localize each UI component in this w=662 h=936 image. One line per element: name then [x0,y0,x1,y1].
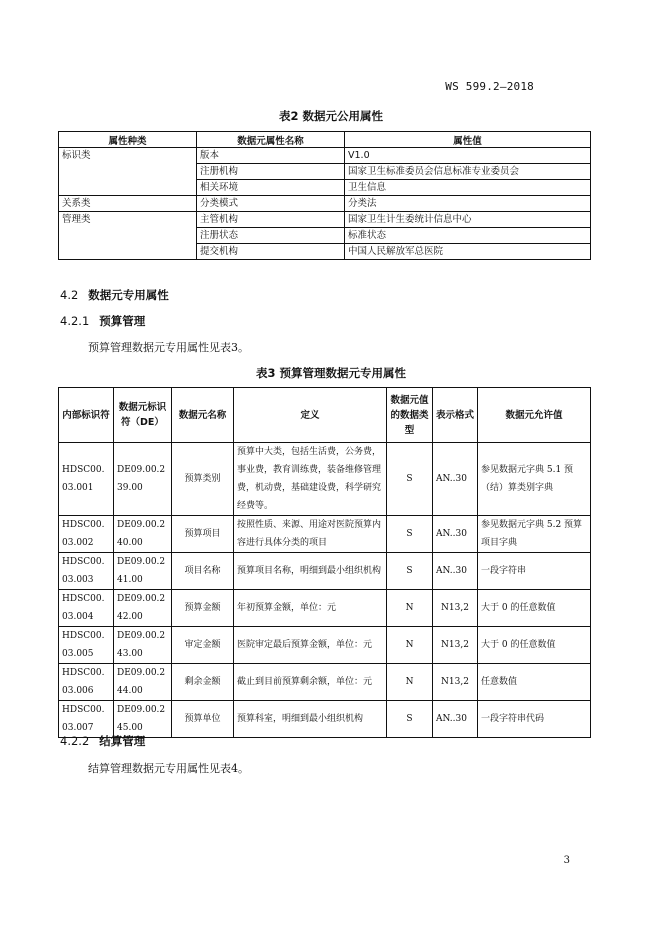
table-row [59,212,591,228]
data-type-cell: N [387,627,433,664]
column-header: 数据元允许值 [478,388,591,443]
internal-id-cell: HDSC00.03.007 [59,701,114,738]
paragraph-4-2-1: 预算管理数据元专用属性见表3。 [88,341,249,354]
internal-id-cell: HDSC00.03.002 [59,516,114,553]
column-header: 属性值 [345,132,591,148]
element-name-cell: 审定金额 [172,627,234,664]
data-type-cell: S [387,553,433,590]
attr-kind-cell: 关系类 [59,196,197,212]
table-header-row [59,132,591,148]
element-name-cell: 剩余金额 [172,664,234,701]
allowed-value-cell: 任意数值 [478,664,591,701]
attr-name-cell: 版本 [197,148,345,164]
allowed-value-cell: 参见数据元字典 5.1 预（结）算类别字典 [478,443,591,516]
table-row [59,244,591,260]
attr-value-cell: 国家卫生计生委统计信息中心 [345,212,591,228]
de-id-cell: DE09.00.241.00 [114,553,172,590]
table2-common-attributes [58,131,591,260]
section-number: 4.2.1 [60,314,90,328]
section-title: 预算管理 [99,314,146,328]
internal-id-cell: HDSC00.03.006 [59,664,114,701]
definition-cell: 预算科室，明细到最小组织机构 [234,701,387,738]
attr-value-cell: 分类法 [345,196,591,212]
table-row [59,443,591,516]
table-row [59,627,591,664]
definition-cell: 年初预算金额，单位：元 [234,590,387,627]
section-number: 4.2 [60,288,79,302]
table3-caption: 表3 预算管理数据元专用属性 [255,366,406,380]
format-cell: N13,2 [433,627,478,664]
attr-name-cell: 分类模式 [197,196,345,212]
table2-caption: 表2 数据元公用属性 [278,109,383,123]
format-cell: N13,2 [433,664,478,701]
page-number: 3 [563,855,570,866]
attr-kind-cell [59,228,197,244]
internal-id-cell: HDSC00.03.003 [59,553,114,590]
allowed-value-cell: 一段字符串代码 [478,701,591,738]
format-cell: AN..30 [433,516,478,553]
data-type-cell: N [387,664,433,701]
format-cell: AN..30 [433,443,478,516]
element-name-cell: 预算金额 [172,590,234,627]
standard-number: WS 599.2—2018 [445,80,534,93]
table-row [59,553,591,590]
section-heading-4-2-1 [60,313,145,329]
allowed-value-cell: 参见数据元字典 5.2 预算项目字典 [478,516,591,553]
allowed-value-cell: 大于 0 的任意数值 [478,627,591,664]
de-id-cell: DE09.00.244.00 [114,664,172,701]
format-cell: N13,2 [433,590,478,627]
data-type-cell: S [387,516,433,553]
attr-name-cell: 注册机构 [197,164,345,180]
section-heading-4-2-2 [60,733,145,749]
paragraph-4-2-2: 结算管理数据元专用属性见表4。 [88,762,249,775]
attr-value-cell: 标准状态 [345,228,591,244]
section-title: 数据元专用属性 [88,288,169,302]
element-name-cell: 预算项目 [172,516,234,553]
column-header: 内部标识符 [59,388,114,443]
internal-id-cell: HDSC00.03.001 [59,443,114,516]
format-cell: AN..30 [433,553,478,590]
table-row [59,664,591,701]
table-row [59,164,591,180]
table-header-row [59,388,591,443]
attr-value-cell: V1.0 [345,148,591,164]
column-header: 定义 [234,388,387,443]
de-id-cell: DE09.00.240.00 [114,516,172,553]
column-header: 数据元标识符（DE） [114,388,172,443]
section-title: 结算管理 [99,734,146,748]
internal-id-cell: HDSC00.03.004 [59,590,114,627]
table-row [59,180,591,196]
table-row [59,196,591,212]
attr-kind-cell: 管理类 [59,212,197,228]
column-header: 数据元名称 [172,388,234,443]
allowed-value-cell: 一段字符串 [478,553,591,590]
attr-name-cell: 主管机构 [197,212,345,228]
element-name-cell: 预算单位 [172,701,234,738]
attr-kind-cell [59,164,197,180]
column-header: 数据元属性名称 [197,132,345,148]
attr-name-cell: 注册状态 [197,228,345,244]
column-header: 表示格式 [433,388,478,443]
attr-name-cell: 相关环境 [197,180,345,196]
definition-cell: 截止到目前预算剩余额，单位：元 [234,664,387,701]
internal-id-cell: HDSC00.03.005 [59,627,114,664]
attr-value-cell: 中国人民解放军总医院 [345,244,591,260]
definition-cell: 预算项目名称，明细到最小组织机构 [234,553,387,590]
definition-cell: 预算中大类，包括生活费，公务费，事业费，教育训练费，装备维修管理费，机动费，基础建设费，科学研究经费等。 [234,443,387,516]
definition-cell: 医院审定最后预算金额，单位：元 [234,627,387,664]
de-id-cell: DE09.00.239.00 [114,443,172,516]
table-row [59,590,591,627]
table-row [59,701,591,738]
definition-cell: 按照性质、来源、用途对医院预算内容进行具体分类的项目 [234,516,387,553]
table-row [59,228,591,244]
section-number: 4.2.2 [60,734,90,748]
de-id-cell: DE09.00.243.00 [114,627,172,664]
table-row [59,148,591,164]
allowed-value-cell: 大于 0 的任意数值 [478,590,591,627]
de-id-cell: DE09.00.242.00 [114,590,172,627]
attr-kind-cell [59,244,197,260]
data-type-cell: N [387,590,433,627]
attr-value-cell: 国家卫生标准委员会信息标准专业委员会 [345,164,591,180]
column-header: 属性种类 [59,132,197,148]
data-type-cell: S [387,701,433,738]
attr-kind-cell [59,180,197,196]
section-heading-4-2 [60,287,169,303]
column-header: 数据元值的数据类型 [387,388,433,443]
de-id-cell: DE09.00.245.00 [114,701,172,738]
element-name-cell: 项目名称 [172,553,234,590]
element-name-cell: 预算类别 [172,443,234,516]
attr-kind-cell: 标识类 [59,148,197,164]
table-row [59,516,591,553]
attr-name-cell: 提交机构 [197,244,345,260]
table3-budget-attributes [58,387,591,738]
attr-value-cell: 卫生信息 [345,180,591,196]
format-cell: AN..30 [433,701,478,738]
data-type-cell: S [387,443,433,516]
